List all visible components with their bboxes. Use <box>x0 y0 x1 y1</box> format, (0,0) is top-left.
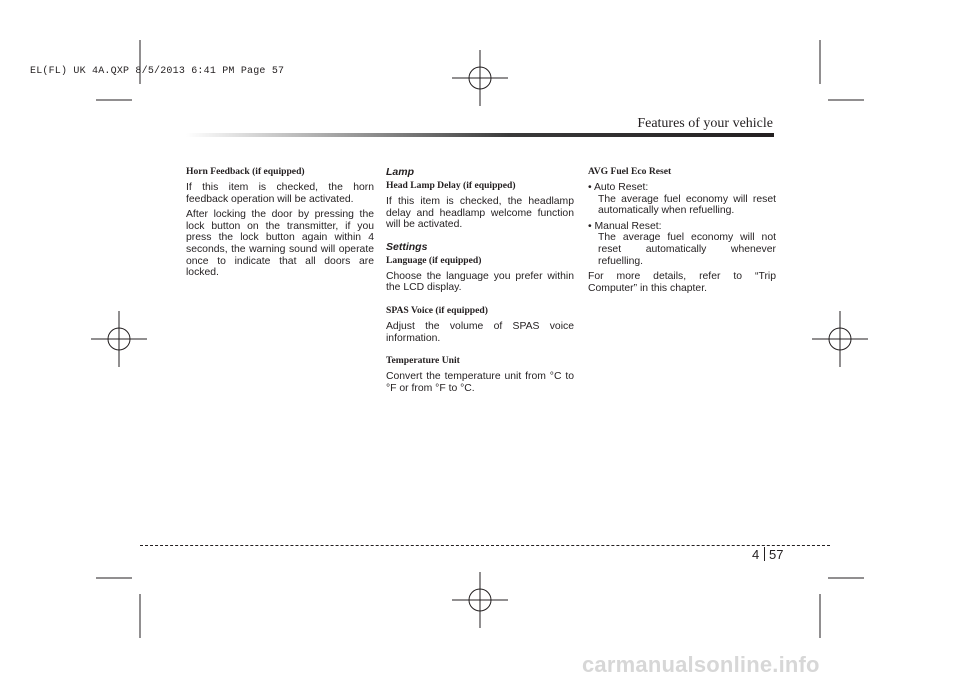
settings-section-heading: Settings <box>386 240 428 253</box>
registration-mark-right <box>812 311 868 367</box>
spas-voice-heading: SPAS Voice (if equipped) <box>386 304 488 316</box>
header-rule <box>186 133 774 137</box>
column-3 <box>588 166 776 298</box>
chapter-number: 4 <box>752 547 760 562</box>
language-paragraph: Choose the language you prefer within the LCD display. <box>386 270 574 294</box>
spas-voice-paragraph: Adjust the volume of SPAS voice information. <box>386 320 574 344</box>
more-details-paragraph: For more details, refer to “Trip Computer” in this chapter. <box>588 271 776 294</box>
print-slug: EL(FL) UK 4A.QXP 8/5/2013 6:41 PM Page 57 <box>30 66 285 77</box>
head-lamp-delay-heading: Head Lamp Delay (if equipped) <box>386 180 516 191</box>
horn-feedback-paragraph-1: If this item is checked, the horn feedback operation will be activated. <box>186 182 374 205</box>
page-number-separator <box>764 547 765 561</box>
page-number: 57 <box>769 547 784 562</box>
registration-mark-top <box>452 50 508 106</box>
manual-reset-bullet: • Manual Reset: <box>588 220 662 232</box>
registration-mark-left <box>91 311 147 367</box>
horn-feedback-paragraph-2: After locking the door by pressing the lock button on the transmitter, if you press the lock button again within 4 seconds, the warning sound will operate once to indicate that all doors are locked. <box>186 209 374 279</box>
column-1 <box>186 166 374 283</box>
column-2 <box>386 166 574 398</box>
lamp-section-heading: Lamp <box>386 166 415 178</box>
temperature-unit-heading: Temperature Unit <box>386 355 460 367</box>
horn-feedback-heading: Horn Feedback (if equipped) <box>186 166 305 177</box>
header-title: Features of your vehicle <box>637 116 773 131</box>
head-lamp-delay-paragraph: If this item is checked, the headlamp delay and headlamp welcome function will be activated. <box>386 196 574 231</box>
temperature-unit-paragraph: Convert the temperature unit from °C to °F or from °F to °C. <box>386 371 574 394</box>
language-heading: Language (if equipped) <box>386 254 482 266</box>
manual-reset-description: The average fuel economy will not reset automatically whenever refuelling. <box>598 232 776 267</box>
avg-fuel-eco-reset-heading: AVG Fuel Eco Reset <box>588 166 672 177</box>
registration-mark-bottom <box>452 572 508 628</box>
site-watermark: carmanualsonline.info <box>582 652 820 677</box>
auto-reset-description: The average fuel economy will reset automatically when refuelling. <box>598 193 776 217</box>
footer-rule <box>140 545 830 546</box>
auto-reset-bullet: • Auto Reset: <box>588 182 649 193</box>
